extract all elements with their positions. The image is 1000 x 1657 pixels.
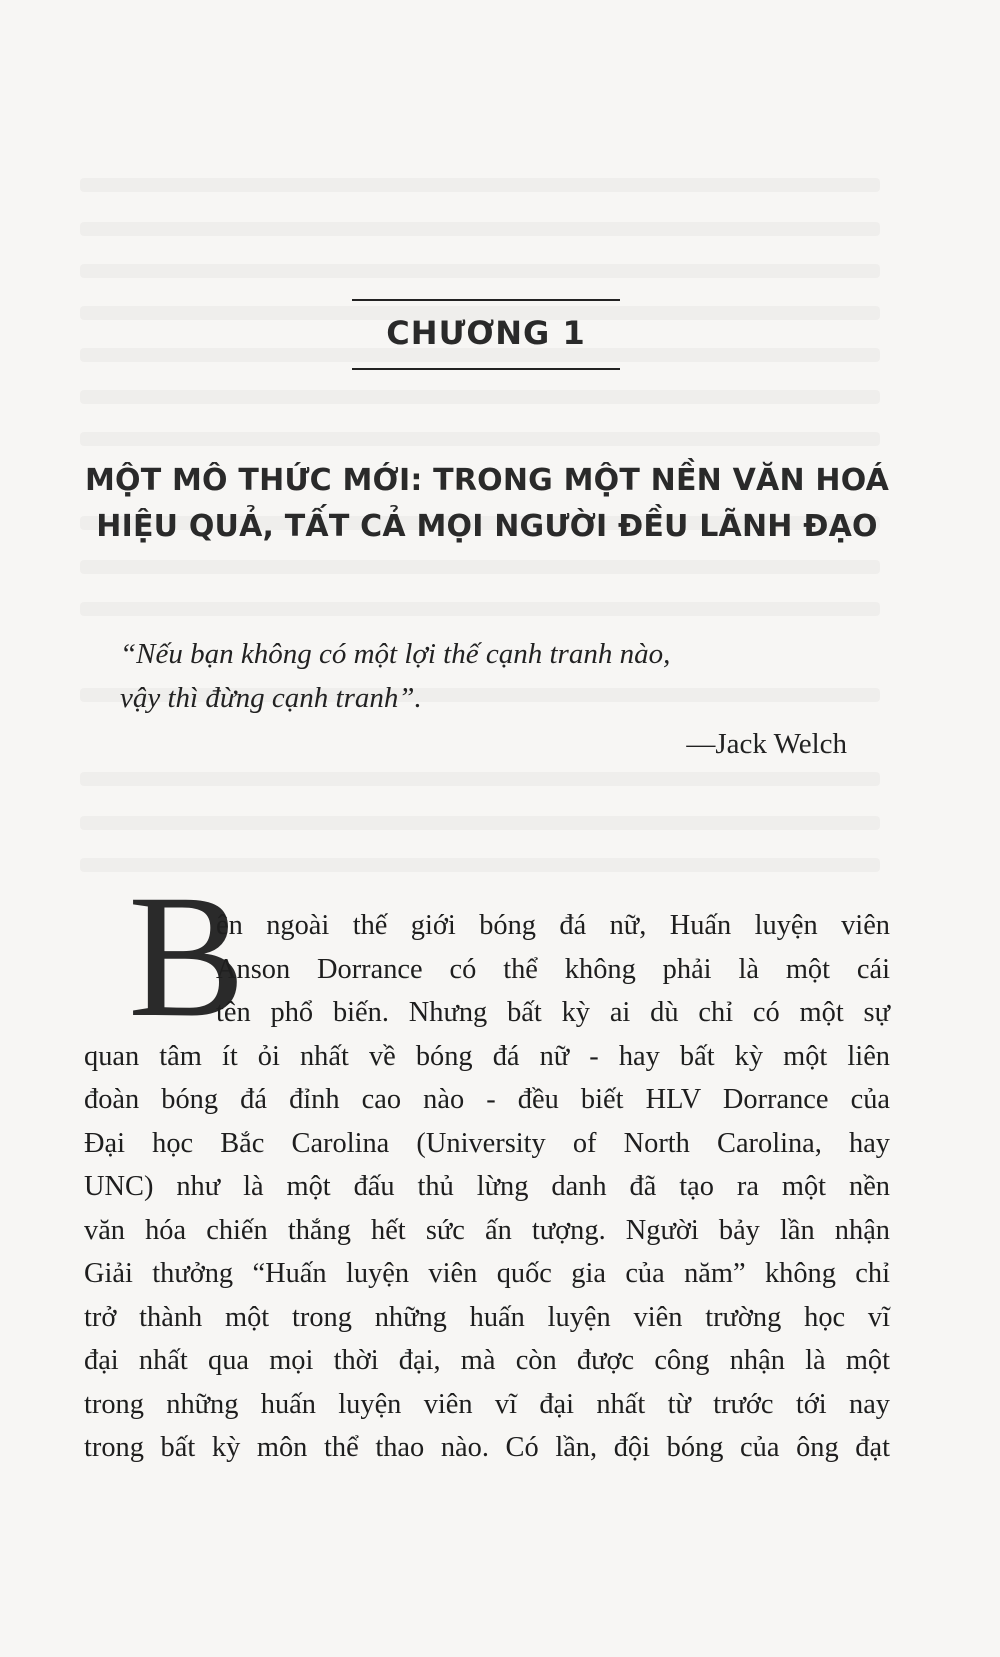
body-line: văn hóa chiến thắng hết sức ấn tượng. Người bảy lần nhận [84,1214,890,1246]
epigraph-attribution: —Jack Welch [686,728,847,760]
body-paragraph [84,904,890,1470]
body-line: trong những huấn luyện viên vĩ đại nhất từ trước tới nay [84,1388,890,1420]
chapter-title [84,458,890,550]
bleed-through [80,432,880,446]
body-line: tên phổ biến. Nhưng bất kỳ ai dù chỉ có một sự [216,997,890,1028]
bleed-through [80,772,880,786]
body-line: Anson Dorrance có thể không phải là một cái [216,953,890,985]
bleed-through [80,816,880,830]
drop-cap: B [128,859,246,1054]
body-line: đoàn bóng đá đỉnh cao nào - đều biết HLV Dorrance của [84,1084,890,1115]
heading-rule-top [352,299,620,301]
bleed-through [80,264,880,278]
epigraph-quote [120,632,860,720]
body-line: Giải thưởng “Huấn luyện viên quốc gia của năm” không chỉ [84,1258,890,1289]
chapter-title-line: HIỆU QUẢ, TẤT CẢ MỌI NGƯỜI ĐỀU LÃNH ĐẠO [96,509,878,544]
chapter-title-line: MỘT MÔ THỨC MỚI: TRONG MỘT NỀN VĂN HOÁ [84,463,890,498]
body-line: trong bất kỳ môn thể thao nào. Có lần, đội bóng của ông đạt [84,1432,890,1463]
bleed-through [80,178,880,192]
body-line: quan tâm ít ỏi nhất về bóng đá nữ - hay bất kỳ một liên [84,1040,890,1072]
body-line: đại nhất qua mọi thời đại, mà còn được công nhận là một [84,1345,890,1376]
body-line: trở thành một trong những huấn luyện viên trường học vĩ [84,1301,890,1333]
bleed-through [80,602,880,616]
epigraph-line: vậy thì đừng cạnh tranh”. [120,682,422,714]
bleed-through [80,222,880,236]
heading-rule-bottom [352,368,620,370]
chapter-heading: CHƯƠNG 1 [386,314,586,352]
body-line: UNC) như là một đấu thủ lừng danh đã tạo ra một nền [84,1171,890,1202]
body-line: ên ngoài thế giới bóng đá nữ, Huấn luyện viên [216,910,890,941]
bleed-through [80,390,880,404]
body-line: Đại học Bắc Carolina (University of North Carolina, hay [84,1127,890,1159]
epigraph-line: “Nếu bạn không có một lợi thế cạnh tranh nào, [120,638,671,670]
bleed-through [80,560,880,574]
